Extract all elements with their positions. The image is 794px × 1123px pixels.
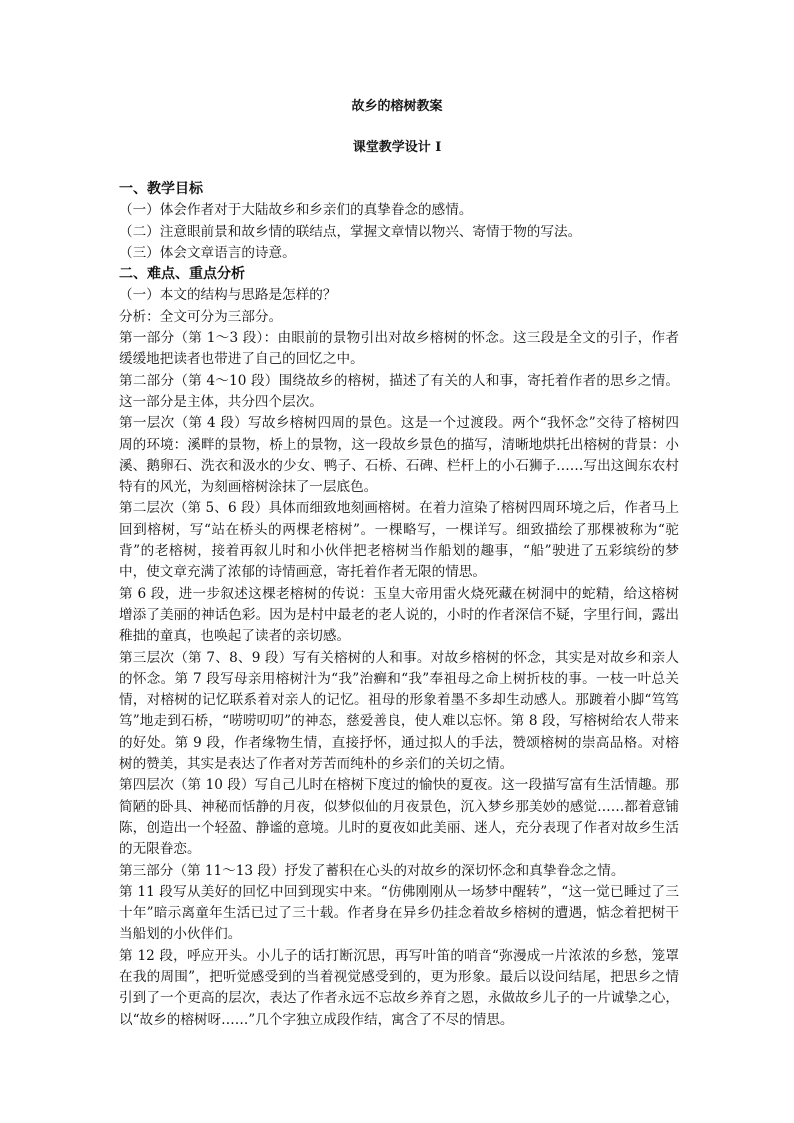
objective-item: （三）体会文章语言的诗意。 (119, 244, 296, 261)
analysis-paragraph: 第 11 段写从美好的回忆中回到现实中来。“仿佛刚刚从一场梦中醒转”，“这一觉已睡过了三十年”暗示离童年生活已过了三十载。作者身在异乡仍挂念着故乡榕树的遭遇，惦念着把树干当船划的小伙伴们。 (119, 883, 679, 943)
analysis-paragraph: 第二层次（第 5、6 段）具体而细致地刻画榕树。在着力渲染了榕树四周环境之后，作者马上回到榕树，写“站在桥头的两棵老榕树”。一棵略写，一棵详写。细致描绘了那棵被称为“驼背”的老榕树，接着再叙儿时和小伙伴把老榕树当作船划的趣事，“船”驶进了五彩缤纷的梦中，使文章充满了浓郁的诗情画意，寄托着作者无限的情思。 (119, 500, 679, 581)
analysis-paragraph: 第 6 段，进一步叙述这棵老榕树的传说：玉皇大帝用雷火烧死藏在树洞中的蛇精，给这榕树增添了美丽的神话色彩。因为是村中最老的老人说的，小时的作者深信不疑，字里行间，露出稚拙的童真，也唤起了读者的亲切感。 (119, 585, 679, 645)
section-heading-analysis: 二、难点、重点分析 (119, 266, 245, 283)
analysis-paragraph: 第一层次（第 4 段）写故乡榕树四周的景色。这是一个过渡段。两个“我怀念”交待了榕树四周的环境：溪畔的景物，桥上的景物，这一段故乡景色的描写，清晰地烘托出榕树的背景：小溪、鹅卵石、洗衣和汲水的少女、鸭子、石桥、石碑、栏杆上的小石狮子……写出这闽东农村特有的风光，为刻画榕树涂抹了一层底色。 (119, 415, 679, 496)
objective-item: （一）体会作者对于大陆故乡和乡亲们的真挚眷念的感情。 (119, 202, 473, 219)
analysis-paragraph: 第二部分（第 4～10 段）围绕故乡的榕树，描述了有关的人和事，寄托着作者的思乡之情。这一部分是主体，共分四个层次。 (119, 372, 679, 410)
document-title: 故乡的榕树教案 (351, 99, 443, 114)
objective-item: （二）注意眼前景和故乡情的联结点，掌握文章情以物兴、寄情于物的写法。 (119, 223, 582, 240)
document-body (119, 179, 679, 1031)
section-heading-objectives: 一、教学目标 (119, 181, 203, 197)
analysis-paragraph: 分析：全文可分为三部分。 (119, 308, 283, 325)
analysis-paragraph: 第一部分（第 1～3 段）：由眼前的景物引出对故乡榕树的怀念。这三段是全文的引子，作者缓缓地把读者也带进了自己的回忆之中。 (119, 330, 679, 368)
analysis-question: （一）本文的结构与思路是怎样的？ (119, 287, 337, 304)
document-subtitle: 课堂教学设计 I (352, 140, 442, 155)
analysis-paragraph: 第四层次（第 10 段）写自己儿时在榕树下度过的愉快的夏夜。这一段描写富有生活情趣。那简陋的卧具、神秘而恬静的月夜，似梦似仙的月夜景色，沉入梦乡那美妙的感觉……都着意铺陈，创造出一个轻盈、静谧的意境。儿时的夏夜如此美丽、迷人，充分表现了作者对故乡生活的无限眷恋。 (119, 777, 679, 858)
analysis-paragraph: 第三部分（第 11～13 段）抒发了蓄积在心头的对故乡的深切怀念和真挚眷念之情。 (119, 862, 625, 879)
analysis-paragraph: 第 12 段，呼应开头。小儿子的话打断沉思，再写叶笛的哨音“弥漫成一片浓浓的乡愁，笼罩在我的周围”，把听觉感受到的当着视觉感受到的，更为形象。最后以设问结尾，把思乡之情引到了一个更高的层次，表达了作者永远不忘故乡养育之恩，永做故乡儿子的一片诚挚之心，以“故乡的榕树呀……”几个字独立成段作结，寓含了不尽的情思。 (119, 947, 679, 1028)
analysis-paragraph: 第三层次（第 7、8、9 段）写有关榕树的人和事。对故乡榕树的怀念，其实是对故乡和亲人的怀念。第 7 段写母亲用榕树汁为“我”治癣和“我”奉祖母之命上树折枝的事。一枝一叶总关情，对榕树的记忆联系着对亲人的记忆。祖母的形象着墨不多却生动感人。那踱着小脚“笃笃笃”地走到石桥，“唠唠叨叨”的神态，慈爱善良，使人难以忘怀。第 8 段，写榕树给农人带来的好处。第 9 段，作者缘物生情，直接抒怀，通过拟人的手法，赞颂榕树的崇高品格。对榕树的赞美，其实是表达了作者对芳苦而纯朴的乡亲们的关切之情。 (119, 649, 679, 773)
